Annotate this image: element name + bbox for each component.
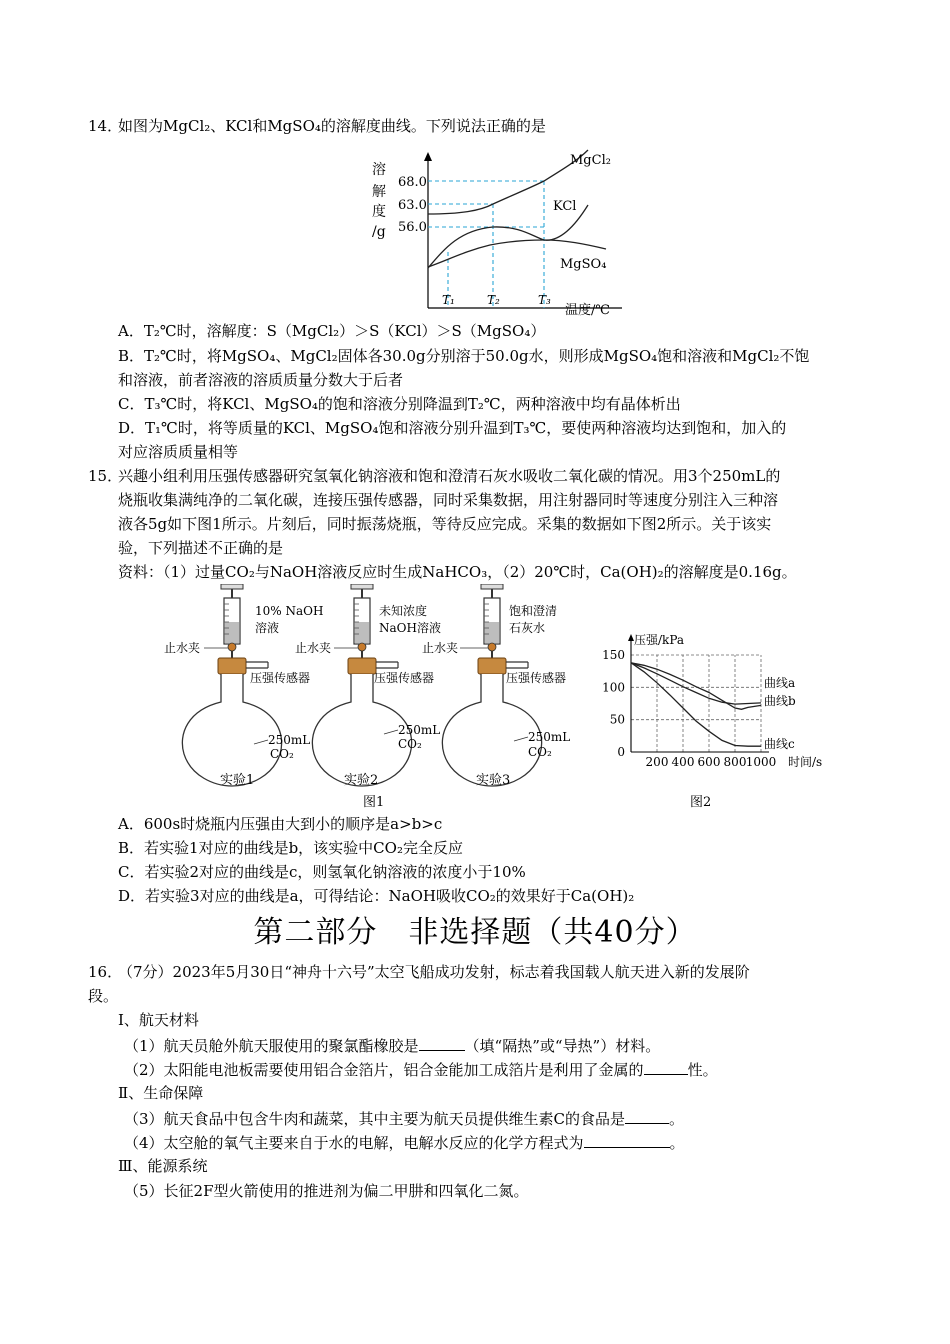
exp1-sol-line1: 10% NaOH [255,604,324,618]
solubility-chart [360,148,630,320]
q16-sub-4-tail: 。 [669,1134,685,1152]
q16-section-2: Ⅱ、生命保障 [118,1084,204,1102]
sol-xtick-t2: T₂ [487,293,500,307]
pressure-curve-a [631,663,761,710]
q15-stem-2: 烧瓶收集满纯净的二氧化碳，连接压强传感器，同时采集数据，用注射器同时等速度分别注入三种溶 [118,491,779,509]
pressure-ylabel: 压强/kPa [634,633,685,647]
q16-section-3: Ⅲ、能源系统 [118,1157,208,1175]
pressure-ytick: 100 [602,680,625,695]
q16-stem-1 [88,962,750,982]
figure1-caption: 图1 [363,795,385,810]
q16-sub-1 [124,1035,660,1056]
pressure-ytick: 50 [609,712,625,727]
q15-stem-text-1: 兴趣小组利用压强传感器研究氢氧化钠溶液和饱和澄清石灰水吸收二氧化碳的情况。用3个250mL的 [118,467,781,485]
sol-ytick-63: 63.0 [398,198,427,213]
sol-xtick-t3: T₃ [538,293,551,307]
q16-stem-text-1: （7分）2023年5月30日“神舟十六号”太空飞船成功发射，标志着我国载人航天进入新的发展阶 [118,963,750,981]
sol-guide-lines [428,181,544,308]
q16-blank-4[interactable] [584,1132,670,1148]
q16-sub-2-tail: 性。 [687,1061,718,1079]
q15-option-d: D．若实验3对应的曲线是a，可得结论：NaOH吸收CO₂的效果好于Ca(OH)₂ [118,887,635,905]
q16-sub-4-text: （4）太空舱的氧气主要来自于水的电解，电解水反应的化学方程式为 [124,1134,584,1152]
exp2-sol-line2: NaOH溶液 [379,621,441,635]
clamp-label-3: 止水夹 [422,641,459,655]
q14-option-c: C．T₃℃时，将KCl、MgSO₄的饱和溶液分别降温到T₂℃，两种溶液中均有晶体析出 [118,395,681,413]
q15-option-a: A．600s时烧瓶内压强由大到小的顺序是a>b>c [118,815,443,833]
sol-legend-mgso4: MgSO₄ [560,257,607,272]
sol-legend-kcl: KCl [553,199,577,214]
flask-gas-2: CO₂ [398,737,422,751]
figure2-pressure-chart [598,626,848,810]
sol-ylabel-1: 溶 [372,162,386,178]
flask-volume-2: 250mL [398,723,441,737]
q16-number: 16． [88,963,123,981]
part2-title: 第二部分 非选择题（共40分） [253,915,697,950]
pressure-xtick: 1000 [745,755,777,769]
flask-gas-1: CO₂ [270,747,294,761]
pressure-xtick: 600 [697,755,721,769]
pressure-xtick: 400 [671,755,695,769]
q16-sub-3-text: （3）航天食品中包含牛肉和蔬菜，其中主要为航天员提供维生素C的食品是 [124,1110,626,1128]
q14-option-a: A．T₂℃时，溶解度：S（MgCl₂）＞S（KCl）＞S（MgSO₄） [118,322,546,340]
q15-info: 资料：（1）过量CO₂与NaOH溶液反应时生成NaHCO₃，（2）20℃时，Ca(OH)₂的溶解度是0.16g。 [118,563,797,581]
q15-stem-3: 液各5g如下图1所示。片刻后，同时振荡烧瓶，等待反应完成。采集的数据如下图2所示。关于该实 [118,515,772,533]
flask-volume-3: 250mL [528,730,571,744]
exp1-label: 实验1 [220,773,255,788]
q16-sub-2-text: （2）太阳能电池板需要使用铝合金箔片，铝合金能加工成箔片是利用了金属的 [124,1061,644,1079]
exp1-sol-line2: 溶液 [255,621,280,635]
q15-stem-4: 验，下列描述不正确的是 [118,539,284,557]
q15-option-b: B．若实验1对应的曲线是b，该实验中CO₂完全反应 [118,839,463,857]
q16-blank-1[interactable] [419,1035,465,1051]
q14-stem-text: 如图为MgCl₂、KCl和MgSO₄的溶解度曲线。下列说法正确的是 [118,117,546,135]
clamp-label-1: 止水夹 [164,641,201,655]
pressure-xlabel: 时间/s [788,755,823,769]
pressure-ytick: 150 [602,648,625,662]
q16-blank-2[interactable] [644,1059,688,1075]
sol-ylabel-4: /g [372,224,386,240]
flask-gas-3: CO₂ [528,745,552,759]
pressure-ytick: 0 [617,745,625,759]
pressure-legend-c: 曲线c [764,737,795,751]
q16-sub-3 [124,1108,684,1129]
q14-number: 14． [88,117,123,135]
q16-blank-3[interactable] [625,1108,669,1124]
q16-sub-5: （5）长征2F型火箭使用的推进剂为偏二甲肼和四氧化二氮。 [124,1182,529,1200]
pressure-curve-b [631,663,761,704]
q16-sub-3-tail: 。 [669,1110,685,1128]
exp2-label: 实验2 [344,773,379,788]
sol-ylabel-3: 度 [372,204,386,220]
sol-y-arrow [424,152,432,161]
sensor-label-2: 压强传感器 [374,671,435,685]
sol-xlabel: 温度/℃ [565,303,610,318]
q16-stem-2: 段。 [88,987,119,1005]
q14-option-d-cont: 对应溶质质量相等 [118,443,239,461]
exp3-label: 实验3 [476,773,511,788]
q16-section-1: Ⅰ、航天材料 [118,1011,199,1029]
q15-option-c: C．若实验2对应的曲线是c，则氢氧化钠溶液的浓度小于10% [118,863,526,881]
sensor-label-1: 压强传感器 [250,671,311,685]
q15-number: 15． [88,467,123,485]
q16-sub-2 [124,1059,718,1080]
sol-xtick-t1: T₁ [442,293,455,307]
pressure-legend-a: 曲线a [764,676,796,690]
figure1-apparatus [158,584,598,810]
sol-ylabel-2: 解 [372,184,386,200]
pressure-legend-b: 曲线b [764,694,796,708]
q14-option-b-cont: 和溶液，前者溶液的溶质质量分数大于后者 [118,371,404,389]
pressure-xtick: 200 [645,755,669,769]
exp3-sol-line2: 石灰水 [509,621,546,635]
exp2-sol-line1: 未知浓度 [379,604,428,618]
q14-option-b: B．T₂℃时，将MgSO₄、MgCl₂固体各30.0g分别溶于50.0g水，则形成MgSO₄饱和溶液和MgCl₂不饱 [118,347,810,365]
q16-sub-4 [124,1132,685,1153]
q16-sub-1-text: （1）航天员舱外航天服使用的聚氯酯橡胶是 [124,1037,419,1055]
q15-stem-1 [88,466,780,486]
exp3-sol-line1: 饱和澄清 [509,604,558,618]
sol-ytick-56: 56.0 [398,220,427,235]
q14-stem [88,116,546,136]
sol-legend-mgcl2: MgCl₂ [570,153,611,168]
flask-volume-1: 250mL [268,733,311,747]
q14-option-d: D．T₁℃时，将等质量的KCl、MgSO₄饱和溶液分别升温到T₃℃，要使两种溶液均达到饱和，加入的 [118,419,787,437]
pressure-curve-c [631,663,761,746]
clamp-label-2: 止水夹 [295,641,332,655]
sensor-label-3: 压强传感器 [506,671,567,685]
sol-ytick-68: 68.0 [398,175,427,190]
pressure-xtick: 800 [723,755,747,769]
figure2-caption: 图2 [690,795,712,810]
q16-sub-1-tail: （填“隔热”或“导热”）材料。 [464,1037,661,1055]
